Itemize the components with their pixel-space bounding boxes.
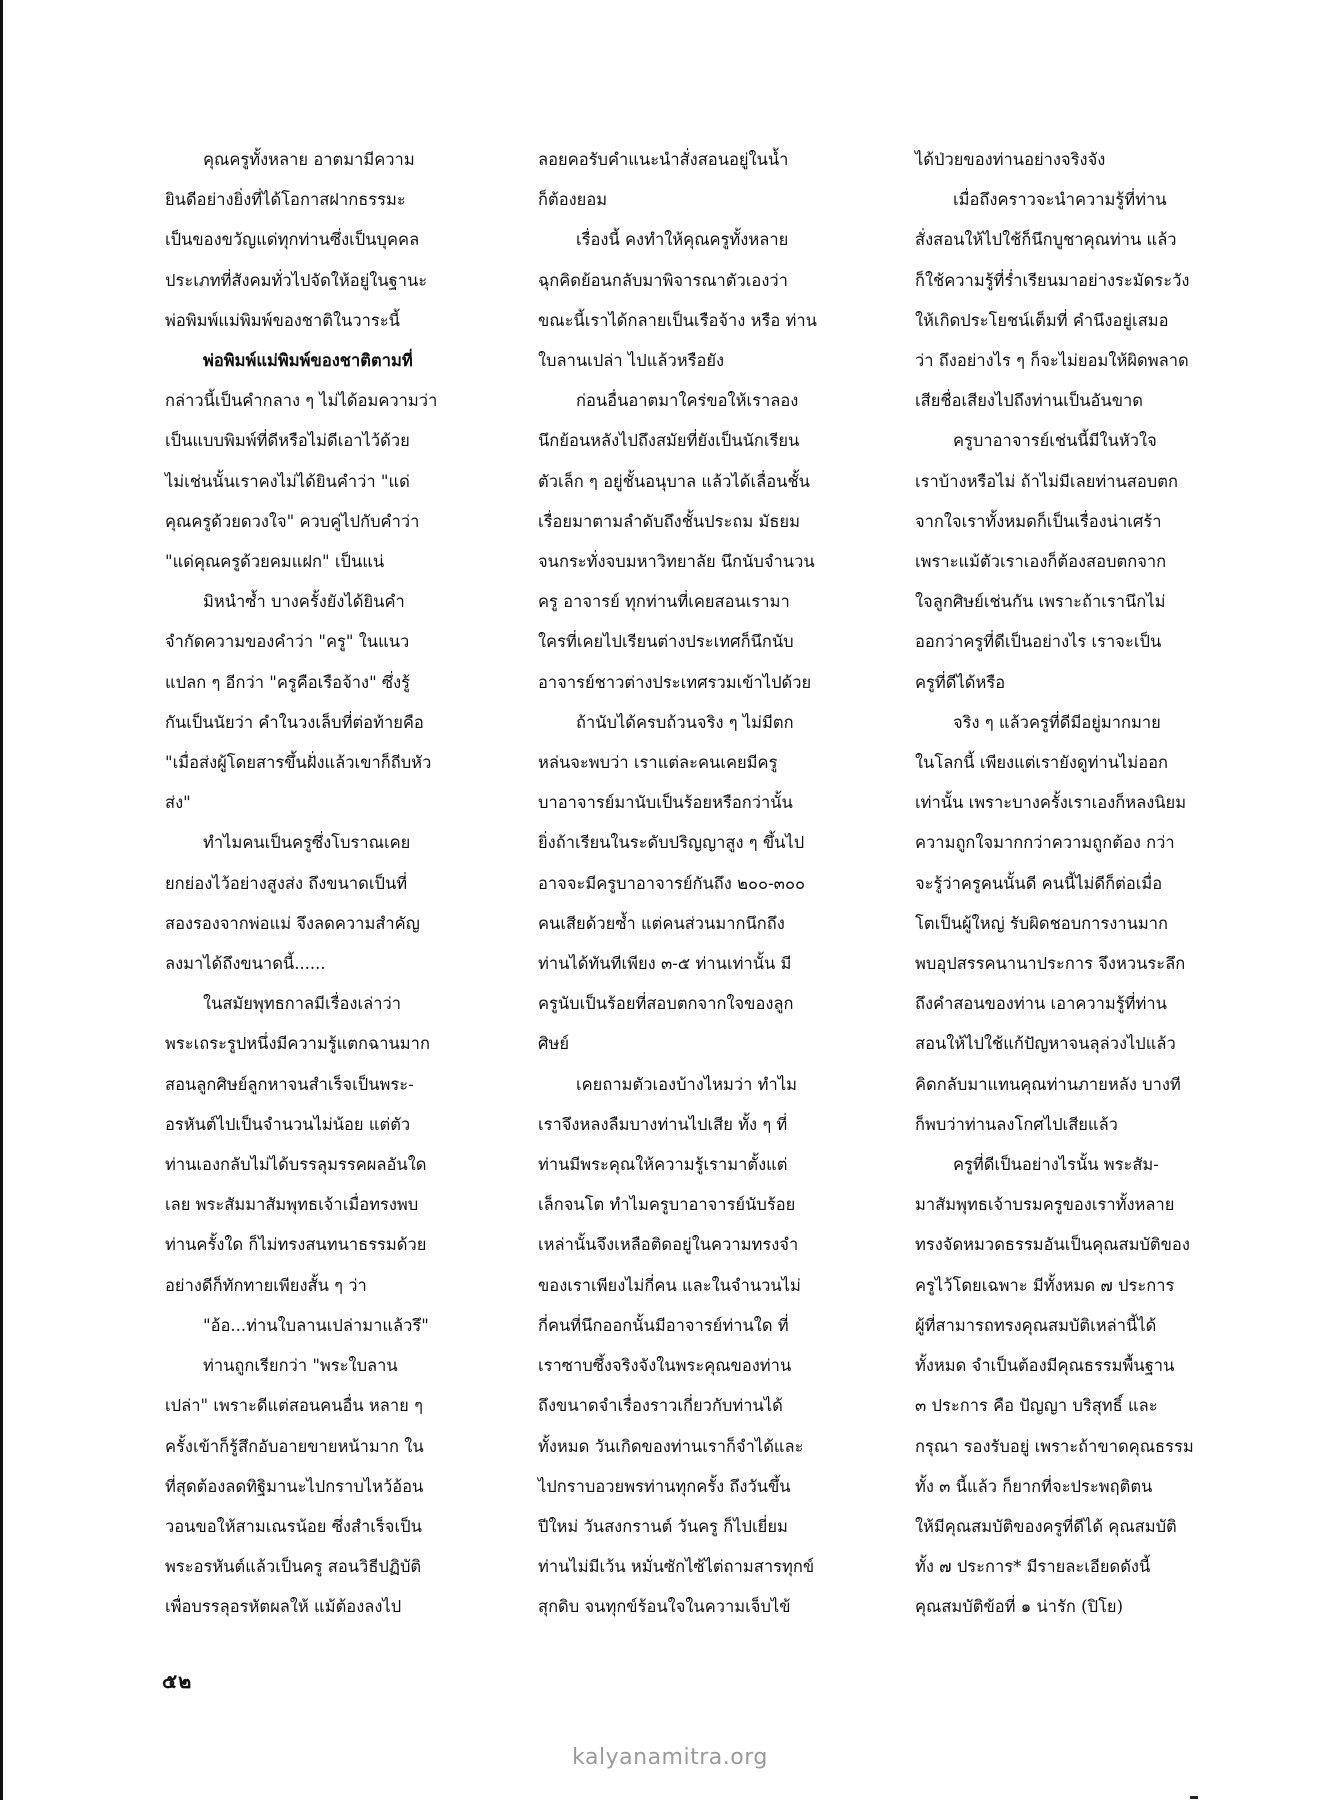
text-line: จำกัดความของคำว่า "ครู" ในแนว — [165, 632, 410, 652]
text-line: สุกดิบ จนทุกข์ร้อนใจในความเจ็บไข้ — [538, 1597, 791, 1617]
text-line: คุณครูทั้งหลาย อาตมามีความ — [203, 150, 415, 169]
text-line: เหล่านั้นจึงเหลือติดอยู่ในความทรงจำ — [538, 1235, 799, 1255]
text-line: ขณะนี้เราได้กลายเป็นเรือจ้าง หรือ ท่าน — [538, 310, 817, 330]
text-line: ประเภทที่สังคมทั่วไปจัดให้อยู่ในฐานะ — [165, 270, 428, 290]
text-line: จริง ๆ แล้วครูที่ดีมีอยู่มากมาย — [953, 712, 1161, 732]
text-line: ผู้ที่สามารถทรงคุณสมบัติเหล่านี้ได้ — [915, 1315, 1157, 1335]
text-line: ก่อนอื่นอาตมาใคร่ขอให้เราลอง — [576, 391, 799, 411]
text-line: ท่านเองกลับไม่ได้บรรลุมรรคผลอันใด — [165, 1155, 427, 1175]
text-line: ออกว่าครูที่ดีเป็นอย่างไร เราจะเป็น — [915, 632, 1162, 652]
text-column-right — [915, 140, 1237, 1628]
text-line: ท่านได้ทันทีเพียง ๓-๕ ท่านเท่านั้น มี — [538, 954, 792, 974]
text-line: บาอาจารย์มานับเป็นร้อยหรือกว่านั้น — [538, 793, 793, 813]
text-column-middle — [538, 140, 860, 1628]
text-line: มาสัมพุทธเจ้าบรมครูของเราทั้งหลาย — [915, 1195, 1175, 1215]
text-line: ศิษย์ — [538, 1034, 570, 1054]
text-line: นึกย้อนหลังไปถึงสมัยที่ยังเป็นนักเรียน — [538, 431, 800, 451]
text-line: อาจารย์ชาวต่างประเทศรวมเข้าไปด้วย — [538, 672, 812, 692]
page-number: ๕๒ — [162, 1669, 193, 1693]
text-line: ทั้งหมด วันเกิดของท่านเราก็จำได้และ — [538, 1436, 804, 1456]
text-line: เรื่อยมาตามลำดับถึงชั้นประถม มัธยม — [538, 511, 800, 531]
text-line: ครั้งเข้าก็รู้สึกอับอายขายหน้ามาก ใน — [165, 1436, 424, 1456]
text-line: สั่งสอนให้ไปใช้ก็นึกบูชาคุณท่าน แล้ว — [915, 230, 1177, 250]
text-line: คุณครูด้วยดวงใจ" ควบคู่ไปกับคำว่า — [165, 511, 420, 531]
text-line: ลงมาได้ถึงขนาดนี้...... — [165, 954, 326, 974]
text-line: ที่สุดต้องลดทิฐิมานะไปกราบไหว้อ้อน — [165, 1476, 424, 1496]
text-line: ไม่เช่นนั้นเราคงไม่ได้ยินคำว่า "แด่ — [165, 471, 410, 491]
text-line: ในสมัยพุทธกาลมีเรื่องเล่าว่า — [203, 994, 402, 1014]
text-line: คุณสมบัติข้อที่ ๑ น่ารัก (ปิโย) — [915, 1597, 1124, 1617]
text-line: ยกย่องไว้อย่างสูงส่ง ถึงขนาดเป็นที่ — [165, 873, 408, 893]
text-line: พ่อพิมพ์แม่พิมพ์ของชาติในวาระนี้ — [165, 310, 400, 330]
text-line: ท่านมีพระคุณให้ความรู้เรามาตั้งแต่ — [538, 1155, 788, 1175]
text-column-left — [165, 140, 487, 1628]
text-line: ๓ ประการ คือ ปัญญา บริสุทธิ์ และ — [915, 1396, 1158, 1416]
text-line: เมื่อถึงคราวจะนำความรู้ที่ท่าน — [953, 190, 1167, 210]
scan-mark — [1190, 1796, 1198, 1799]
text-line: เท่านั้น เพราะบางครั้งเราเองก็หลงนิยม — [915, 793, 1187, 813]
text-line: จนกระทั่งจบมหาวิทยาลัย นึกนับจำนวน — [538, 552, 815, 572]
text-line: เราซาบซึ้งจริงจังในพระคุณของท่าน — [538, 1356, 792, 1376]
text-line: พบอุปสรรคนานาประการ จึงหวนระลึก — [915, 954, 1186, 974]
text-line: ทำไมคนเป็นครูซึ่งโบราณเคย — [203, 833, 411, 853]
text-line: ยิ่งถ้าเรียนในระดับปริญญาสูง ๆ ขึ้นไป — [538, 833, 805, 853]
text-line: ให้มีคุณสมบัติของครูที่ดีได้ คุณสมบัติ — [915, 1516, 1177, 1536]
text-line: ถึงคำสอนของท่าน เอาความรู้ที่ท่าน — [915, 994, 1167, 1014]
text-line: อรหันต์ไปเป็นจำนวนไม่น้อย แต่ตัว — [165, 1114, 411, 1134]
text-line: "เมื่อส่งผู้โดยสารขึ้นฝั่งแล้วเขาก็ถีบหัว — [165, 753, 432, 773]
text-line: กันเป็นนัยว่า คำในวงเล็บที่ต่อท้ายคือ — [165, 712, 424, 732]
text-line: พ่อพิมพ์แม่พิมพ์ของชาติตามที่ — [203, 351, 413, 371]
text-line: ในโลกนี้ เพียงแต่เรายังดูท่านไม่ออก — [915, 753, 1169, 773]
text-line: ก็พบว่าท่านลงโกศไปเสียแล้ว — [915, 1114, 1118, 1134]
text-line: ลอยคอรับคำแนะนำสั่งสอนอยู่ในน้ำ — [538, 150, 789, 169]
text-line: สอนลูกศิษย์ลูกหาจนสำเร็จเป็นพระ- — [165, 1074, 414, 1094]
text-line: ให้เกิดประโยชน์เต็มที่ คำนึงอยู่เสมอ — [915, 310, 1169, 330]
text-line: ทรงจัดหมวดธรรมอันเป็นคุณสมบัติของ — [915, 1235, 1190, 1255]
text-line: ของเราเพียงไม่กี่คน และในจำนวนไม่ — [538, 1275, 801, 1295]
text-line: ใบลานเปล่า ไปแล้วหรือยัง — [538, 351, 725, 371]
text-line: ตัวเล็ก ๆ อยู่ชั้นอนุบาล แล้วได้เลื่อนชั้น — [538, 471, 810, 491]
text-line: ถึงขนาดจำเรื่องราวเกี่ยวกับท่านได้ — [538, 1396, 783, 1416]
text-line: คิดกลับมาแทนคุณท่านภายหลัง บางที — [915, 1074, 1181, 1094]
text-line: ว่า ถึงอย่างไร ๆ ก็จะไม่ยอมให้ผิดพลาด — [915, 351, 1189, 371]
text-line: เคยถามตัวเองบ้างไหมว่า ทำไม — [576, 1074, 798, 1094]
text-line: เล็กจนโต ทำไมครูบาอาจารย์นับร้อย — [538, 1195, 796, 1215]
text-line: เป็นของขวัญแด่ทุกท่านซึ่งเป็นบุคคล — [165, 230, 420, 250]
text-line: ทั้ง ๗ ประการ* มีรายละเอียดดังนี้ — [915, 1557, 1151, 1577]
text-line: ได้ป่วยของท่านอย่างจริงจัง — [915, 150, 1106, 169]
text-line: ก็ต้องยอม — [538, 190, 608, 210]
text-line: เสียชื่อเสียงไปถึงท่านเป็นอันขาด — [915, 391, 1144, 411]
text-line: ไปกราบอวยพรท่านทุกครั้ง ถึงวันขึ้น — [538, 1476, 791, 1496]
text-line: ท่านถูกเรียกว่า "พระใบลาน — [203, 1356, 398, 1376]
text-line: ท่านครั้งใด ก็ไม่ทรงสนทนาธรรมด้วย — [165, 1235, 427, 1255]
text-line: เราบ้างหรือไม่ ถ้าไม่มีเลยท่านสอบตก — [915, 471, 1178, 491]
text-line: พระเถระรูปหนึ่งมีความรู้แตกฉานมาก — [165, 1034, 430, 1054]
text-line: "อ้อ...ท่านใบลานเปล่ามาแล้วรึ" — [203, 1315, 429, 1335]
text-line: เป็นแบบพิมพ์ที่ดีหรือไม่ดีเอาไว้ด้วย — [165, 431, 410, 451]
text-line: ใจลูกศิษย์เช่นกัน เพราะถ้าเรานึกไม่ — [915, 592, 1166, 612]
text-line: คนเสียด้วยซ้ำ แต่คนส่วนมากนึกถึง — [538, 913, 785, 933]
text-line: แปลก ๆ อีกว่า "ครูคือเรือจ้าง" ซึ่งรู้ — [165, 672, 411, 692]
text-line: เพื่อบรรลุอรหัตผลให้ แม้ต้องลงไป — [165, 1597, 402, 1617]
text-line: หล่นจะพบว่า เราแต่ละคนเคยมีครู — [538, 753, 778, 773]
text-line: ท่านไม่มีเว้น หมั่นซักไซ้ไต่ถามสารทุกข์ — [538, 1557, 815, 1577]
text-line: ครูบาอาจารย์เช่นนี้มีในหัวใจ — [953, 431, 1157, 451]
text-line: จากใจเราทั้งหมดก็เป็นเรื่องน่าเศร้า — [915, 511, 1162, 531]
text-line: ส่ง" — [165, 793, 191, 813]
text-line: วอนขอให้สามเณรน้อย ซึ่งสำเร็จเป็น — [165, 1516, 422, 1536]
text-line: ถ้านับได้ครบถ้วนจริง ๆ ไม่มีตก — [576, 712, 794, 732]
text-line: ทั้ง ๓ นี้แล้ว ก็ยากที่จะประพฤติตน — [915, 1476, 1153, 1496]
text-line: มิหนำซ้ำ บางครั้งยังได้ยินคำ — [203, 592, 405, 612]
text-line: กล่าวนี้เป็นคำกลาง ๆ ไม่ได้อมความว่า — [165, 391, 438, 411]
text-line: อย่างดีก็ทักทายเพียงสั้น ๆ ว่า — [165, 1275, 367, 1295]
text-line: เรื่องนี้ คงทำให้คุณครูทั้งหลาย — [576, 230, 789, 250]
text-line: ฉุกคิดย้อนกลับมาพิจารณาตัวเองว่า — [538, 270, 788, 290]
text-line: กรุณา รองรับอยู่ เพราะถ้าขาดคุณธรรม — [915, 1436, 1194, 1456]
text-line: กี่คนที่นึกออกนั้นมีอาจารย์ท่านใด ที่ — [538, 1315, 789, 1335]
text-line: จะรู้ว่าครูคนนั้นดี คนนี้ไม่ดีก็ต่อเมื่อ — [915, 873, 1163, 893]
text-line: เปล่า" เพราะดีแต่สอนคนอื่น หลาย ๆ — [165, 1396, 423, 1416]
text-line: ครู อาจารย์ ทุกท่านที่เคยสอนเรามา — [538, 592, 790, 612]
watermark: kalyanamitra.org — [572, 1745, 768, 1770]
text-line: ครูที่ดีได้หรือ — [915, 672, 1006, 692]
text-line: ปีใหม่ วันสงกรานต์ วันครู ก็ไปเยี่ยม — [538, 1516, 788, 1536]
text-line: อาจจะมีครูบาอาจารย์กันถึง ๒๐๐-๓๐๐ — [538, 873, 806, 893]
text-line: ครูที่ดีเป็นอย่างไรนั้น พระสัม- — [953, 1155, 1159, 1175]
text-line: พระอรหันต์แล้วเป็นครู สอนวิธีปฏิบัติ — [165, 1557, 422, 1577]
text-line: สองรองจากพ่อแม่ จึงลดความสำคัญ — [165, 913, 420, 933]
text-line: ครูนับเป็นร้อยที่สอบตกจากใจของลูก — [538, 994, 794, 1014]
text-line: ก็ใช้ความรู้ที่ร่ำเรียนมาอย่างระมัดระวัง — [915, 270, 1190, 290]
text-line: ครูไว้โดยเฉพาะ มีทั้งหมด ๗ ประการ — [915, 1275, 1175, 1295]
text-line: เลย พระสัมมาสัมพุทธเจ้าเมื่อทรงพบ — [165, 1195, 419, 1215]
text-line: โตเป็นผู้ใหญ่ รับผิดชอบการงานมาก — [915, 913, 1169, 933]
text-line: ยินดีอย่างยิ่งที่ได้โอกาสฝากธรรมะ — [165, 190, 406, 210]
text-line: เราจึงหลงลืมบางท่านไปเสีย ทั้ง ๆ ที่ — [538, 1114, 788, 1134]
page-edge-line — [0, 0, 3, 1800]
text-line: สอนให้ไปใช้แก้ปัญหาจนลุล่วงไปแล้ว — [915, 1034, 1176, 1054]
text-line: ทั้งหมด จำเป็นต้องมีคุณธรรมพื้นฐาน — [915, 1356, 1175, 1376]
text-line: ใครที่เคยไปเรียนต่างประเทศก็นึกนับ — [538, 632, 794, 652]
text-line: "แด่คุณครูด้วยคมแฝก" เป็นแน่ — [165, 552, 385, 572]
text-line: ความถูกใจมากกว่าความถูกต้อง กว่า — [915, 833, 1175, 853]
text-line: เพราะแม้ตัวเราเองก็ต้องสอบตกจาก — [915, 552, 1167, 572]
